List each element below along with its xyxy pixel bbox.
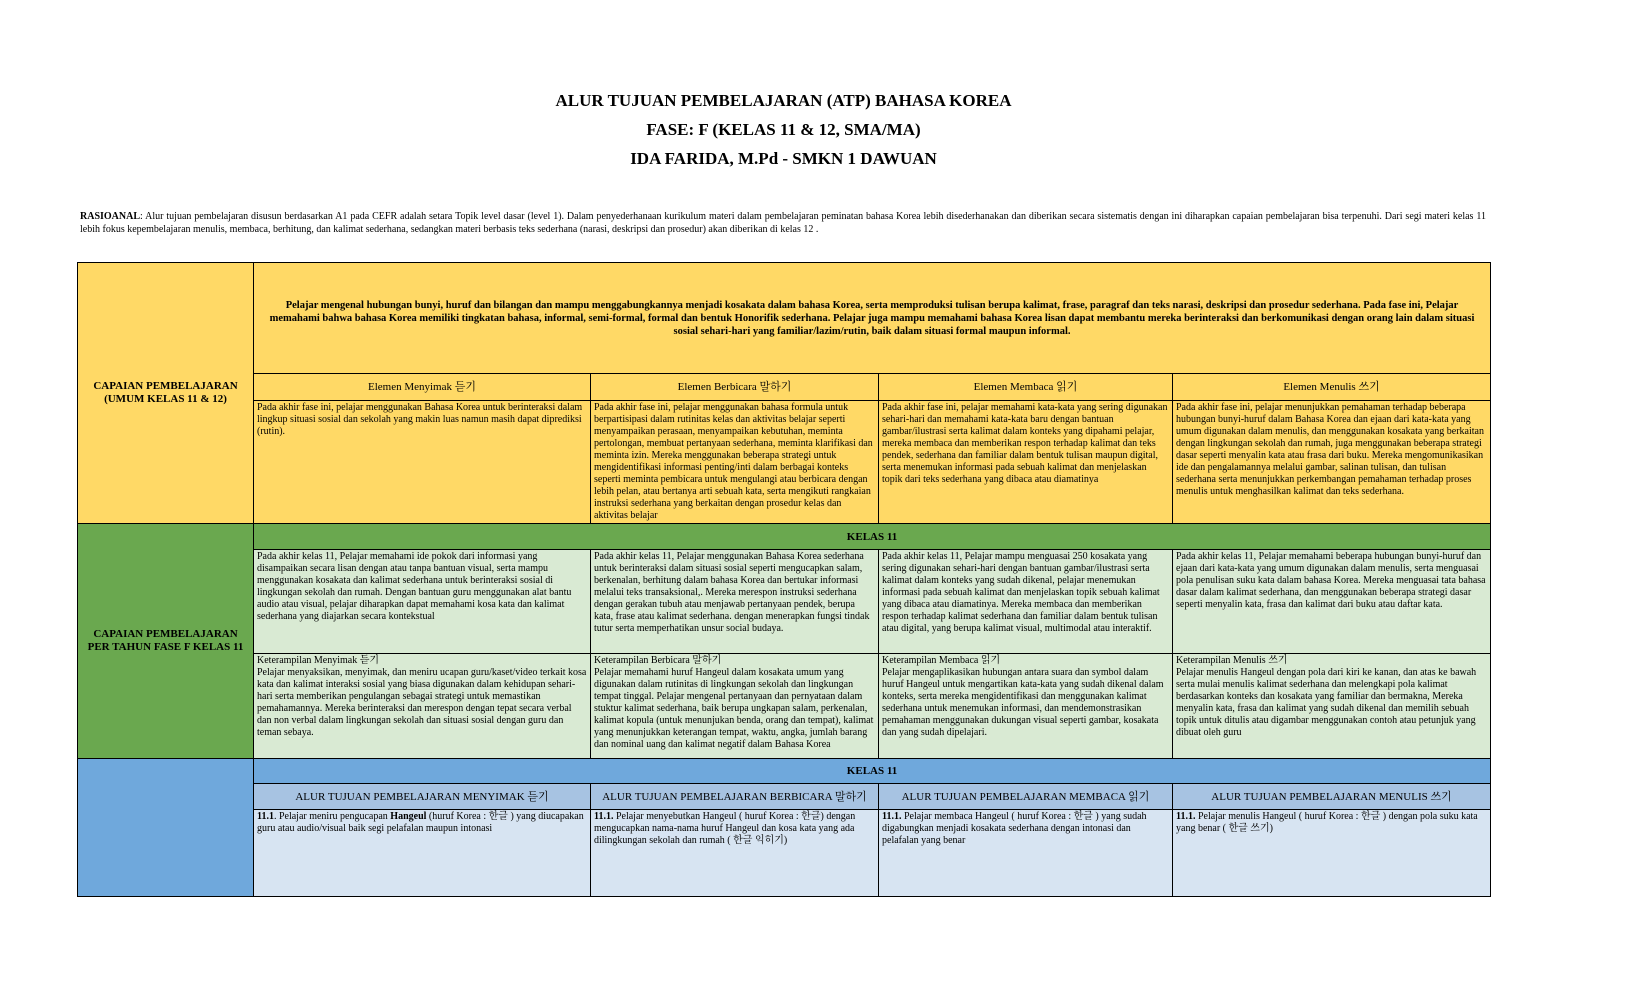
kelas11-band-blue: KELAS 11 (254, 759, 1491, 784)
keterampilan-menyimak (254, 654, 591, 759)
keterampilan-text: Pelajar mengaplikasikan hubungan antara suara dan symbol dalam huruf Hangeul untuk mengartikan kata-kata yang sudah dikenal dalam konteks, serta mereka mengidentifikasi dan menggunakan kalimat sederhana untuk menemukan informasi, dan mendemonstrasikan pemahaman menggunakan dukungan visual seperti gambar, kosakata dan yang sudah dipelajari. (882, 667, 1164, 738)
row-label-atp-empty (78, 759, 254, 897)
header-atp-membaca: ALUR TUJUAN PEMBELAJARAN MEMBACA 읽기 (879, 784, 1173, 810)
title-block (77, 86, 1490, 173)
keterampilan-berbicara (591, 654, 879, 759)
capaian-umum-menulis: Pada akhir fase ini, pelajar menunjukkan pemahaman terhadap beberapa hubungan bunyi-huruf dalam Bahasa Korea dan ejaan dari kata-kata yang umum digunakan dalam menulis, dan menggunakan kosakata yang berkaitan dengan lingkungan sekolah dan rumah, juga menggunakan beberapa strategi dasar seperti menyalin kata atau frasa dari buku. Mereka mengomunikasikan ide dan pengalamannya melalui gambar, salinan tulisan, dan tulisan sederhana serta menunjukkan perkembangan pemahaman terhadap proses menulis untuk menghasilkan kalimat dan teks sederhana. (1173, 401, 1491, 524)
header-atp-menyimak: ALUR TUJUAN PEMBELAJARAN MENYIMAK 듣기 (254, 784, 591, 810)
document-subtitle-fase: FASE: F (KELAS 11 & 12, SMA/MA) (646, 120, 921, 139)
rationale-paragraph (80, 211, 1486, 236)
header-atp-menulis: ALUR TUJUAN PEMBELAJARAN MENULIS 쓰기 (1173, 784, 1491, 810)
header-elemen-menulis: Elemen Menulis 쓰기 (1173, 374, 1491, 401)
capaian-kelas11-menyimak: Pada akhir kelas 11, Pelajar memahami ide pokok dari informasi yang disampaikan secara lisan dengan atau tanpa bantuan visual, serta mampu menggunakan kosakata dan kalimat sederhana untuk berinteraksi sosial di lingkungan sekolah dan rumah. Dengan bantuan guru menggunakan alat bantu audio atau visual, pelajar diharapkan dapat memahami kosa kata dan kalimat sederhana yang diajarkan secara kontekstual (254, 550, 591, 654)
capaian-umum-overview: Pelajar mengenal hubungan bunyi, huruf dan bilangan dan mampu menggabungkannya menjadi kosakata dalam bahasa Korea, serta memproduksi tulisan berupa kalimat, frase, paragraf dan teks narasi, deskripsi dan prosedur sederhana. Pada fase ini, Pelajar memahami bahwa bahasa Korea memiliki tingkatan bahasa, informal, semi-formal, formal dan bentuk Honorifik sederhana. Pelajar juga mampu memahami bahasa Korea lisan dapat membantu mereka berinteraksi dan berkomunikasi dengan orang lain dalam situasi sosial sehari-hari yang familiar/lazim/rutin, baik dalam situasi formal maupun informal. (254, 263, 1491, 374)
header-atp-berbicara: ALUR TUJUAN PEMBELAJARAN BERBICARA 말하기 (591, 784, 879, 810)
capaian-kelas11-berbicara: Pada akhir kelas 11, Pelajar menggunakan Bahasa Korea sederhana untuk berinteraksi dalam situasi sosial seperti mengucapkan salam, berkenalan, berhitung dalam bahasa Korea dan bertukar informasi melalui teks transaksional,. Mereka merespon instruksi sederhana dengan gerakan tubuh atau menjawab pertanyaan pendek, berupa kata, frase atau kalimat sederhana. dengan menerapkan fungsi tindak tutur serta memperhatikan unsur social budaya. (591, 550, 879, 654)
keterampilan-title: Keterampilan Menulis 쓰기 (1176, 655, 1288, 666)
keterampilan-membaca (879, 654, 1173, 759)
row-label-capaian-umum: CAPAIAN PEMBELAJARAN (UMUM KELAS 11 & 12) (78, 263, 254, 524)
kelas11-band-green: KELAS 11 (254, 524, 1491, 550)
rationale-label: RASIOANAL (80, 211, 141, 222)
header-elemen-membaca: Elemen Membaca 읽기 (879, 374, 1173, 401)
keterampilan-text: Pelajar menulis Hangeul dengan pola dari kiri ke kanan, dan atas ke bawah serta mulai menulis kalimat sederhana dan melengkapi pola kalimat berdasarkan konteks dan kosakata yang familiar dan bermakna, Mereka menyalin kata, frasa dan kalimat yang sudah dikenal dan memilih sebuah topik untuk ditulis atau digambar menggunakan contoh atau petunjuk yang dibuat oleh guru (1176, 667, 1477, 738)
document-title: ALUR TUJUAN PEMBELAJARAN (ATP) BAHASA KOREA (555, 91, 1012, 110)
keterampilan-title: Keterampilan Menyimak 듣기 (257, 655, 380, 666)
capaian-umum-menyimak: Pada akhir fase ini, pelajar menggunakan Bahasa Korea untuk berinteraksi dalam lingkup situasi sosial dan sekolah yang makin luas namun masih dapat diprediksi (rutin). (254, 401, 591, 524)
header-elemen-berbicara: Elemen Berbicara 말하기 (591, 374, 879, 401)
keterampilan-text: Pelajar menyaksikan, menyimak, dan meniru ucapan guru/kaset/video terkait kosa kata dan kalimat interaksi sosial yang biasa digunakan dalam kehidupan sehari-hari serta memberikan pengulangan sebagai strategi untuk memastikan pemahamannya. Mereka berinteraksi dan merespon dengan tepat secara verbal dan non verbal dalam lingkungan sekolah dan situasi sosial dengan guru dan teman sebaya. (257, 667, 587, 738)
atp-item-menyimak: 11.1. Pelajar meniru pengucapan Hangeul (huruf Korea : 한글 ) yang diucapakan guru atau audio/visual baik segi pelafalan maupun intonasi (254, 810, 591, 897)
keterampilan-text: Pelajar memahami huruf Hangeul dalam kosakata umum yang digunakan dalam rutinitas di lingkungan sekolah dan lingkungan tempat tinggal. Pelajar mengenal pertanyaan dan pernyataan dalam stuktur kalimat sederhana, baik berupa ungkapan salam, perkenalan, kalimat kopula (untuk menunjukan benda, orang dan tempat), kalimat yang menunjukkan keterangan tempat, waktu, angka, jumlah barang dan nominal uang dan kalimat negatif dalam Bahasa Korea (594, 667, 874, 750)
header-elemen-menyimak: Elemen Menyimak 듣기 (254, 374, 591, 401)
capaian-kelas11-menulis: Pada akhir kelas 11, Pelajar memahami beberapa hubungan bunyi-huruf dan ejaan dari kata-kata yang umum digunakan dalam menulis, serta menguasai pola penulisan suku kata dalam bahasa Korea. Mereka menguasai tata bahasa dasar dalam kalimat sederhana, dan menggunakan beberapa strategi dasar seperti menyalin kata, frasa dan kalimat dari buku atau daftar kata. (1173, 550, 1491, 654)
atp-item-membaca: 11.1. Pelajar membaca Hangeul ( huruf Korea : 한글 ) yang sudah digabungkan menjadi kosakata sederhana dengan intonasi dan pelafalan yang benar (879, 810, 1173, 897)
document-author: IDA FARIDA, M.Pd - SMKN 1 DAWUAN (630, 149, 937, 168)
keterampilan-title: Keterampilan Berbicara 말하기 (594, 655, 722, 666)
rationale-text: : Alur tujuan pembelajaran disusun berdasarkan A1 pada CEFR adalah setara Topik level dasar (level 1). Dalam penyederhanaan kurikulum materi dalam pembelajaran peminatan bahasa Korea lebih disederhanakan dan diberikan secara sistematis dengan ini diharapkan capaian pembelajaran bisa terpenuhi. Dari segi materi kelas 11 lebih fokus kepembelajaran menulis, membaca, berhitung, dan kalimat sederhana, sedangkan materi berbasis teks sederhana (narasi, deskripsi dan prosedur) akan diberikan di kelas 12 . (80, 211, 1486, 235)
atp-table (77, 262, 1491, 897)
atp-item-menulis: 11.1. Pelajar menulis Hangeul ( huruf Korea : 한글 ) dengan pola suku kata yang benar ( 한글 쓰기) (1173, 810, 1491, 897)
keterampilan-menulis (1173, 654, 1491, 759)
keterampilan-title: Keterampilan Membaca 읽기 (882, 655, 1001, 666)
atp-item-berbicara: 11.1. Pelajar menyebutkan Hangeul ( huruf Korea : 한글) dengan mengucapkan nama-nama huruf Hangeul dan kosa kata yang ada dilingkungan sekolah dan rumah ( 한글 익히기) (591, 810, 879, 897)
row-label-capaian-kelas11: CAPAIAN PEMBELAJARAN PER TAHUN FASE F KELAS 11 (78, 524, 254, 759)
capaian-umum-berbicara: Pada akhir fase ini, pelajar menggunakan bahasa formula untuk berpartisipasi dalam rutinitas kelas dan aktivitas belajar seperti menyampaikan perasaan, menyampaikan kebutuhan, meminta pertolongan, membuat pertanyaan sederhana, meminta klarifikasi dan meminta izin. Mereka menggunakan beberapa strategi untuk mengidentifikasi informasi penting/inti dalam berbagai konteks seperti meminta pembicara untuk mengulangi atau berbicara dengan lebih pelan, atau bertanya arti sebuah kata, serta mengikuti rangkaian instruksi sederhana yang berkaitan dengan prosedur kelas dan aktivitas belajar (591, 401, 879, 524)
capaian-kelas11-membaca: Pada akhir kelas 11, Pelajar mampu menguasai 250 kosakata yang sering digunakan sehari-hari dengan bantuan gambar/ilustrasi serta kalimat dalam konteks yang sudah dikenal, pelajar menemukan informasi pada sebuah kalimat dan menjelaskan topik sebuah kalimat yang dibaca atau diamatinya. Mereka membaca dan memberikan respon terhadap kalimat sederhana dan familiar dalam bentuk tulisan atau digital, yang berupa kalimat visual, multimodal atau interaktif. (879, 550, 1173, 654)
capaian-umum-membaca: Pada akhir fase ini, pelajar memahami kata-kata yang sering digunakan sehari-hari dan memahami kata-kata baru dengan bantuan gambar/ilustrasi serta kalimat dalam konteks yang dipahami pelajar, mereka membaca dan memberikan respon terhadap kalimat dan teks pendek, sederhana dan familiar dalam bentuk tulisan maupun digital, serta menemukan informasi pada sebuah kalimat dan menjelaskan topik dari teks sederhana yang dibaca atau diamatinya (879, 401, 1173, 524)
